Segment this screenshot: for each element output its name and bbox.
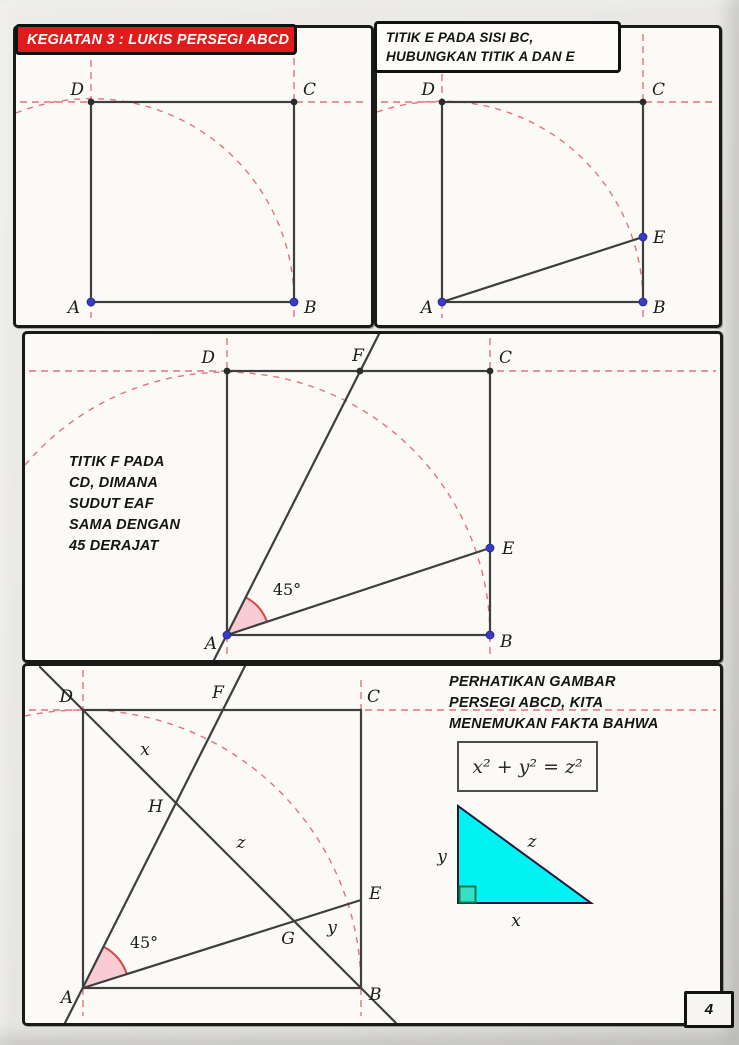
caption-line: CD, DIMANA xyxy=(69,475,158,492)
panel4-caption xyxy=(449,672,659,735)
segment-ae xyxy=(83,900,361,988)
panel-angle-45 xyxy=(22,331,723,663)
page-number: 4 xyxy=(704,1001,714,1018)
vertex-points xyxy=(223,368,494,639)
vertex-label-b: B xyxy=(500,632,513,652)
point-label-f: F xyxy=(212,683,224,703)
right-triangle-illustration xyxy=(436,806,591,931)
activity-title-text: KEGIATAN 3 : LUKIS PERSEGI ABCD xyxy=(27,31,290,48)
caption-line: SUDUT EAF xyxy=(69,496,154,513)
square-abcd xyxy=(442,102,643,302)
construction-lines xyxy=(16,31,367,318)
vertex-label-a: A xyxy=(204,634,217,654)
segment-label-z: z xyxy=(236,833,246,853)
page-number-badge xyxy=(684,991,734,1028)
vertex-label-c: C xyxy=(367,687,381,707)
triangle-label-y: y xyxy=(437,847,447,867)
segment-ae xyxy=(227,548,490,635)
panel-construct-square xyxy=(13,25,374,328)
square-abcd xyxy=(91,102,294,302)
vertex-points xyxy=(87,99,298,306)
caption-line: PERHATIKAN GAMBAR xyxy=(449,674,616,690)
caption-line: TITIK F PADA xyxy=(69,454,165,470)
vertex-label-c: C xyxy=(303,80,317,100)
caption-line: TITIK E PADA SISI BC, xyxy=(386,30,534,45)
vertex-label-a: A xyxy=(420,298,433,318)
caption-line: PERSEGI ABCD, KITA xyxy=(449,695,604,712)
vertex-label-d: D xyxy=(59,687,73,707)
caption-line: SAMA DENGAN xyxy=(69,517,181,534)
caption-line: MENEMUKAN FAKTA BAHWA xyxy=(449,716,659,733)
vertex-label-d: D xyxy=(201,348,215,368)
vertex-label-b: B xyxy=(369,985,382,1005)
square-abcd xyxy=(227,371,490,635)
vertex-label-c: C xyxy=(499,348,513,368)
right-angle-marker xyxy=(460,887,476,903)
square-abcd-diagram xyxy=(16,28,371,325)
panel2-caption xyxy=(374,21,621,73)
vertex-label-d: D xyxy=(421,80,435,100)
point-label-e: E xyxy=(502,539,515,559)
triangle-label-z: z xyxy=(527,832,537,852)
angle-value-label: 45° xyxy=(129,933,159,952)
point-label-e: E xyxy=(369,884,382,904)
caption-line: HUBUNGKAN TITIK A DAN E xyxy=(386,49,575,65)
angle-value-label: 45° xyxy=(272,580,302,599)
point-label-h: H xyxy=(148,797,163,817)
vertex-label-a: A xyxy=(60,988,73,1008)
construction-lines xyxy=(377,34,715,318)
vertex-label-b: B xyxy=(653,298,666,318)
point-label-e: E xyxy=(653,228,666,248)
panel-pythagoras-fact xyxy=(22,663,723,1026)
point-label-g: G xyxy=(281,929,295,949)
pythagoras-formula: x² + y² = z² xyxy=(472,755,583,778)
vertex-label-b: B xyxy=(304,298,317,318)
formula-box xyxy=(457,741,598,792)
vertex-label-c: C xyxy=(652,80,666,100)
segment-label-y: y xyxy=(327,918,337,938)
triangle-label-x: x xyxy=(511,911,521,931)
panel3-caption xyxy=(69,452,180,557)
activity-title xyxy=(15,24,297,55)
point-label-f: F xyxy=(352,346,364,366)
caption-line: 45 DERAJAT xyxy=(69,538,159,555)
vertex-label-d: D xyxy=(70,80,84,100)
vertex-label-a: A xyxy=(67,298,80,318)
segment-ae xyxy=(442,237,643,302)
cyan-right-triangle xyxy=(458,806,591,903)
segment-label-x: x xyxy=(140,740,150,760)
